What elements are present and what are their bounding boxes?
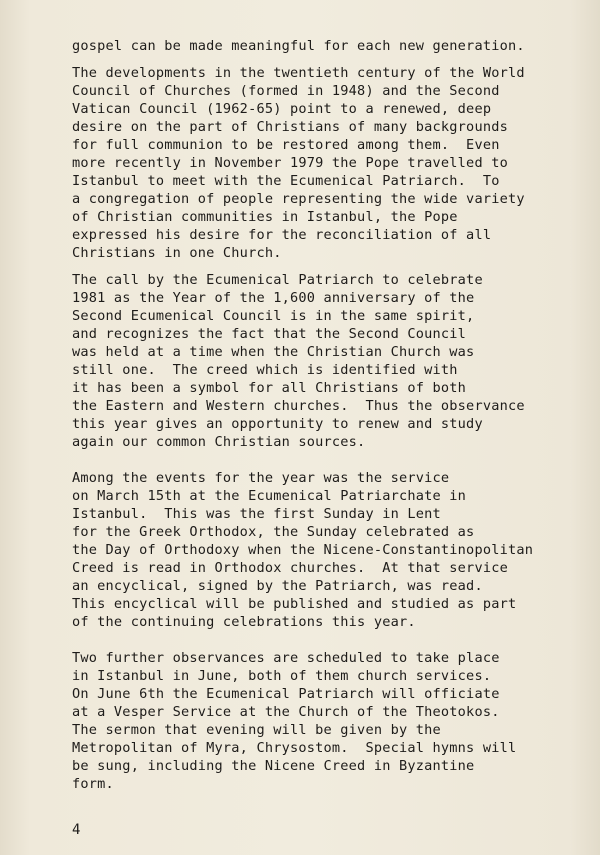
text-line: was held at a time when the Christian Church was: [72, 344, 475, 360]
text-line: Istanbul to meet with the Ecumenical Patriarch. To: [72, 173, 500, 189]
text-line: this year gives an opportunity to renew and study: [72, 416, 483, 432]
text-line: expressed his desire for the reconciliation of all: [72, 227, 492, 243]
text-line: in Istanbul in June, both of them church services.: [72, 668, 492, 684]
text-line: for the Greek Orthodox, the Sunday celebrated as: [72, 524, 475, 540]
text-line: still one. The creed which is identified with: [72, 362, 458, 378]
text-line: Two further observances are scheduled to take place: [72, 650, 500, 666]
text-line: be sung, including the Nicene Creed in Byzantine: [72, 758, 475, 774]
text-line: again our common Christian sources.: [72, 434, 366, 450]
text-line: The sermon that evening will be given by the: [72, 722, 441, 738]
text-line: at a Vesper Service at the Church of the Theotokos.: [72, 704, 500, 720]
text-line: The call by the Ecumenical Patriarch to celebrate: [72, 272, 483, 288]
text-line: for full communion to be restored among them. Even: [72, 137, 500, 153]
text-line: This encyclical will be published and studied as part: [72, 596, 517, 612]
text-line: the Eastern and Western churches. Thus the observance: [72, 398, 525, 414]
text-line: Vatican Council (1962-65) point to a renewed, deep: [72, 101, 492, 117]
text-line: gospel can be made meaningful for each new generation.: [72, 38, 525, 54]
text-line: Among the events for the year was the service: [72, 470, 450, 486]
text-line: desire on the part of Christians of many backgrounds: [72, 119, 508, 135]
text-line: Creed is read in Orthodox churches. At that service: [72, 560, 508, 576]
text-line: more recently in November 1979 the Pope travelled to: [72, 155, 508, 171]
text-line: it has been a symbol for all Christians of both: [72, 380, 467, 396]
text-line: Metropolitan of Myra, Chrysostom. Special hymns will: [72, 740, 517, 756]
text-line: of Christian communities in Istanbul, the Pope: [72, 209, 458, 225]
text-line: Second Ecumenical Council is in the same spirit,: [72, 308, 475, 324]
text-line: and recognizes the fact that the Second Council: [72, 326, 467, 342]
text-line: a congregation of people representing the wide variety: [72, 191, 525, 207]
text-line: on March 15th at the Ecumenical Patriarchate in: [72, 488, 467, 504]
page-number: 4: [72, 822, 81, 838]
text-line: 1981 as the Year of the 1,600 anniversary of the: [72, 290, 475, 306]
text-line: an encyclical, signed by the Patriarch, was read.: [72, 578, 483, 594]
text-line: of the continuing celebrations this year.: [72, 614, 416, 630]
text-line: Council of Churches (formed in 1948) and the Second: [72, 83, 500, 99]
text-line: Christians in one Church.: [72, 245, 282, 261]
text-line: On June 6th the Ecumenical Patriarch will officiate: [72, 686, 500, 702]
text-line: Istanbul. This was the first Sunday in Lent: [72, 506, 441, 522]
text-line: the Day of Orthodoxy when the Nicene-Constantinopolitan: [72, 542, 534, 558]
text-line: form.: [72, 776, 114, 792]
text-line: The developments in the twentieth century of the World: [72, 65, 525, 81]
